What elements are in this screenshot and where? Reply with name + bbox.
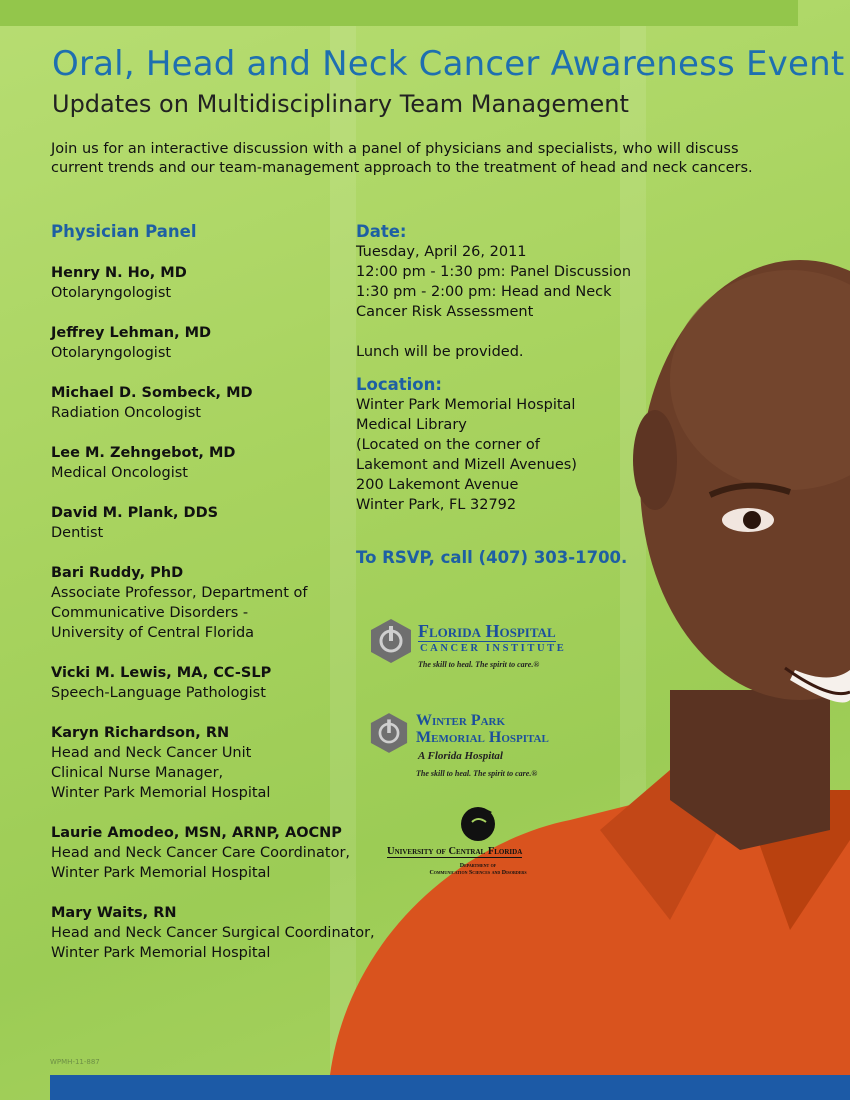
location-line: Lakemont and Mizell Avenues) xyxy=(356,457,577,473)
date-heading: Date: xyxy=(356,222,407,241)
rsvp-phone[interactable]: To RSVP, call (407) 303-1700. xyxy=(356,548,628,567)
panel-heading: Physician Panel xyxy=(51,222,197,241)
member-name: Mary Waits, RN xyxy=(51,905,177,921)
top-bar xyxy=(0,0,798,26)
panel-member xyxy=(51,903,391,963)
location-heading: Location: xyxy=(356,375,442,394)
ucf-name: University of Central Florida xyxy=(387,846,523,857)
member-name: David M. Plank, DDS xyxy=(51,505,219,521)
event-date: Tuesday, April 26, 2011 xyxy=(356,244,527,260)
document-code: WPMH-11-887 xyxy=(50,1058,100,1066)
location-line: Winter Park, FL 32792 xyxy=(356,497,517,513)
panel-list xyxy=(51,263,391,983)
member-role: Head and Neck Cancer Care Coordinator, xyxy=(51,845,351,861)
fh-tagline: The skill to heal. The spirit to care.® xyxy=(418,660,540,669)
member-role: Otolaryngologist xyxy=(51,285,172,301)
event-title: Oral, Head and Neck Cancer Awareness Event xyxy=(52,44,845,84)
member-role: Otolaryngologist xyxy=(51,345,172,361)
member-role: Radiation Oncologist xyxy=(51,405,201,421)
member-role: Winter Park Memorial Hospital xyxy=(51,945,271,961)
location-line: (Located on the corner of xyxy=(356,437,540,453)
member-role: Communicative Disorders - xyxy=(51,605,249,621)
panel-member xyxy=(51,263,391,303)
member-role: Winter Park Memorial Hospital xyxy=(51,785,271,801)
schedule-line: 1:30 pm - 2:00 pm: Head and Neck xyxy=(356,284,612,300)
event-details xyxy=(356,222,656,515)
hexagon-logo-icon xyxy=(370,618,412,664)
hexagon-logo-icon xyxy=(370,712,408,754)
member-name: Jeffrey Lehman, MD xyxy=(51,325,212,341)
member-role: Dentist xyxy=(51,525,104,541)
member-name: Michael D. Sombeck, MD xyxy=(51,385,253,401)
ucf-dept-2: Communication Sciences and Disorders xyxy=(429,870,527,876)
panel-member xyxy=(51,663,391,703)
panel-member xyxy=(51,823,391,883)
member-role: Speech-Language Pathologist xyxy=(51,685,266,701)
member-role: Head and Neck Cancer Surgical Coordinator, xyxy=(51,925,375,941)
fh-name: Florida Hospital xyxy=(418,621,556,641)
panel-member xyxy=(51,723,391,803)
member-role: University of Central Florida xyxy=(51,625,255,641)
location-line: 200 Lakemont Avenue xyxy=(356,477,519,493)
panel-member xyxy=(51,323,391,363)
member-role: Clinical Nurse Manager, xyxy=(51,765,224,781)
member-role: Medical Oncologist xyxy=(51,465,188,481)
member-name: Laurie Amodeo, MSN, ARNP, AOCNP xyxy=(51,825,342,841)
panel-member xyxy=(51,503,391,543)
member-role: Associate Professor, Department of xyxy=(51,585,308,601)
schedule-line: Cancer Risk Assessment xyxy=(356,304,534,320)
pegasus-icon xyxy=(458,802,498,844)
bottom-bar xyxy=(50,1075,850,1100)
panel-member xyxy=(51,443,391,483)
wp-subname: A Florida Hospital xyxy=(418,750,503,762)
ucf-dept-1: Department of xyxy=(459,863,497,869)
wp-tagline: The skill to heal. The spirit to care.® xyxy=(416,769,538,778)
location-line: Winter Park Memorial Hospital xyxy=(356,397,576,413)
event-subtitle: Updates on Multidisciplinary Team Management xyxy=(52,90,629,118)
wp-name-2: Memorial Hospital xyxy=(416,729,549,746)
lunch-note: Lunch will be provided. xyxy=(356,344,524,360)
member-name: Karyn Richardson, RN xyxy=(51,725,230,741)
member-role: Winter Park Memorial Hospital xyxy=(51,865,271,881)
member-name: Lee M. Zehngebot, MD xyxy=(51,445,236,461)
member-name: Henry N. Ho, MD xyxy=(51,265,187,281)
intro-paragraph: Join us for an interactive discussion with a panel of physicians and specialists, who will discuss current trends and our team-management approach to the treatment of head and neck cancers. xyxy=(51,141,753,176)
member-role: Head and Neck Cancer Unit xyxy=(51,745,252,761)
fh-subname: CANCER INSTITUTE xyxy=(420,643,567,654)
panel-member xyxy=(51,383,391,423)
member-name: Vicki M. Lewis, MA, CC-SLP xyxy=(51,665,272,681)
panel-member xyxy=(51,563,391,643)
location-line: Medical Library xyxy=(356,417,467,433)
schedule-line: 12:00 pm - 1:30 pm: Panel Discussion xyxy=(356,264,632,280)
member-name: Bari Ruddy, PhD xyxy=(51,565,184,581)
wp-name-1: Winter Park xyxy=(416,712,506,729)
